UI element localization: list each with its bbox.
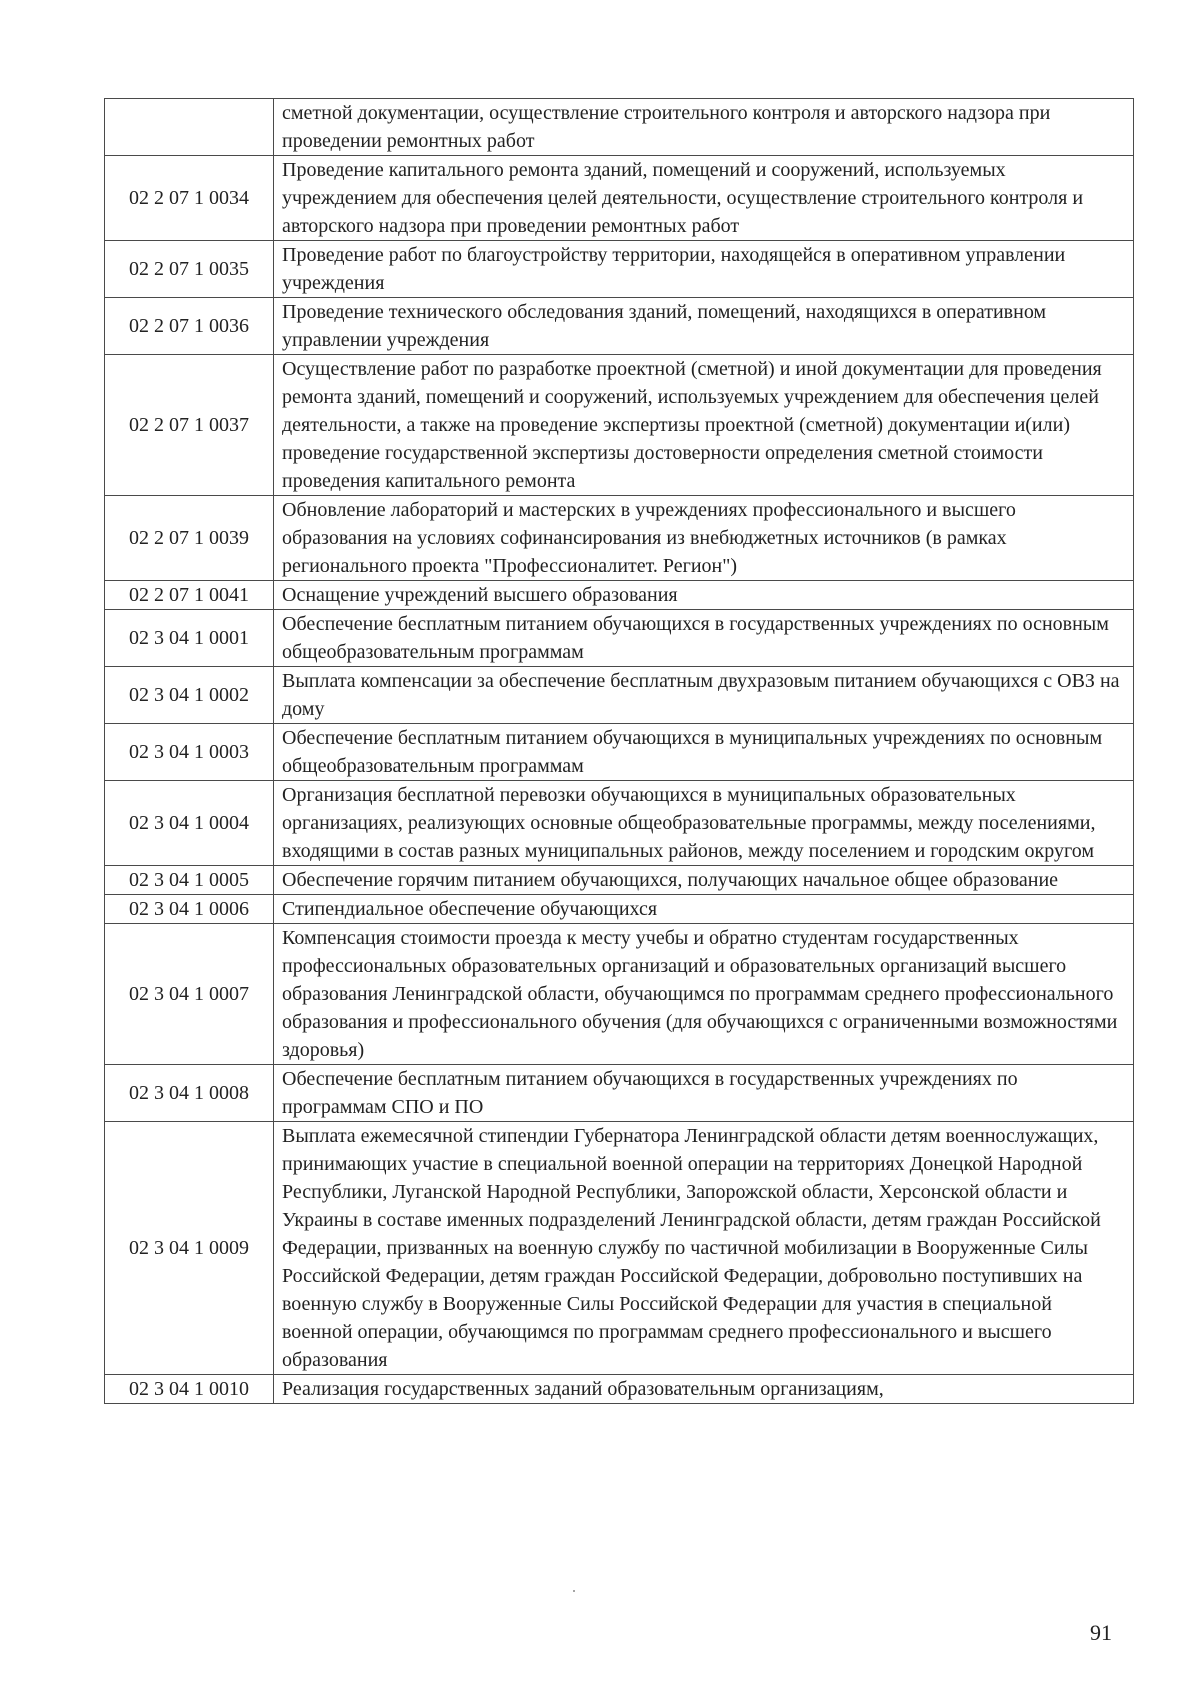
row-description: Обеспечение бесплатным питанием обучающихся в муниципальных учреждениях по основным общеобразовательным программам [274, 724, 1134, 781]
row-description: Организация бесплатной перевозки обучающихся в муниципальных образовательных организациях, реализующих основные общеобразовательные программы, между поселениями, входящими в состав разных муниципальных районов, между поселением и городским округом [274, 781, 1134, 866]
row-description: Выплата ежемесячной стипендии Губернатора Ленинградской области детям военнослужащих, принимающих участие в специальной военной операции на территориях Донецкой Народной Республики, Луганской Народной Республики, Запорожской области, Херсонской области и Украины в составе именных подразделений Ленинградской области, детям граждан Российской Федерации, призванных на военную службу по частичной мобилизации в Вооруженные Силы Российской Федерации, детям граждан Российской Федерации, добровольно поступивших на военную службу в Вооруженные Силы Российской Федерации для участия в специальной военной операции, обучающимся по программам среднего профессионального и высшего образования [274, 1122, 1134, 1375]
row-code: 02 2 07 1 0037 [105, 355, 274, 496]
row-code: 02 2 07 1 0041 [105, 581, 274, 610]
row-code: 02 2 07 1 0036 [105, 298, 274, 355]
row-description: сметной документации, осуществление строительного контроля и авторского надзора при проведении ремонтных работ [274, 99, 1134, 156]
row-description: Реализация государственных заданий образовательным организациям, [274, 1375, 1134, 1404]
row-code: 02 3 04 1 0009 [105, 1122, 274, 1375]
table-row [105, 156, 1134, 241]
row-description: Осуществление работ по разработке проектной (сметной) и иной документации для проведения ремонта зданий, помещений и сооружений, используемых учреждением для обеспечения целей деятельности, а также на проведение экспертизы проектной (сметной) документации и(или) проведение государственной экспертизы достоверности определения сметной стоимости проведения капитального ремонта [274, 355, 1134, 496]
row-description: Оснащение учреждений высшего образования [274, 581, 1134, 610]
budget-code-table [104, 98, 1134, 1404]
row-code: 02 3 04 1 0001 [105, 610, 274, 667]
table-row [105, 298, 1134, 355]
row-description: Проведение технического обследования зданий, помещений, находящихся в оперативном управлении учреждения [274, 298, 1134, 355]
page-number: 91 [1090, 1620, 1112, 1645]
table-row [105, 355, 1134, 496]
table-row [105, 496, 1134, 581]
row-description: Компенсация стоимости проезда к месту учебы и обратно студентам государственных профессиональных образовательных организаций и образовательных организаций высшего образования Ленинградской области, обучающимся по программам среднего профессионального образования и профессионального обучения (для обучающихся с ограниченными возможностями здоровья) [274, 924, 1134, 1065]
table-row [105, 1122, 1134, 1375]
row-code: 02 3 04 1 0005 [105, 866, 274, 895]
row-code: 02 3 04 1 0008 [105, 1065, 274, 1122]
row-code: 02 2 07 1 0035 [105, 241, 274, 298]
row-description: Обеспечение бесплатным питанием обучающихся в государственных учреждениях по программам СПО и ПО [274, 1065, 1134, 1122]
row-code: 02 3 04 1 0007 [105, 924, 274, 1065]
row-description: Проведение капитального ремонта зданий, помещений и сооружений, используемых учреждением для обеспечения целей деятельности, осуществление строительного контроля и авторского надзора при проведении ремонтных работ [274, 156, 1134, 241]
row-code: 02 3 04 1 0006 [105, 895, 274, 924]
table-row [105, 1065, 1134, 1122]
table-row [105, 895, 1134, 924]
row-description: Обновление лабораторий и мастерских в учреждениях профессионального и высшего образования на условиях софинансирования из внебюджетных источников (в рамках регионального проекта "Профессионалитет. Регион") [274, 496, 1134, 581]
table-row [105, 99, 1134, 156]
row-description: Стипендиальное обеспечение обучающихся [274, 895, 1134, 924]
row-code: 02 2 07 1 0034 [105, 156, 274, 241]
table-row [105, 610, 1134, 667]
row-description: Обеспечение бесплатным питанием обучающихся в государственных учреждениях по основным общеобразовательным программам [274, 610, 1134, 667]
row-code [105, 99, 274, 156]
table-row [105, 724, 1134, 781]
row-description: Проведение работ по благоустройству территории, находящейся в оперативном управлении учреждения [274, 241, 1134, 298]
row-code: 02 3 04 1 0003 [105, 724, 274, 781]
row-code: 02 2 07 1 0039 [105, 496, 274, 581]
table-row [105, 866, 1134, 895]
table-row [105, 667, 1134, 724]
scan-speck [573, 1590, 575, 1592]
row-description: Обеспечение горячим питанием обучающихся, получающих начальное общее образование [274, 866, 1134, 895]
table-row [105, 781, 1134, 866]
row-code: 02 3 04 1 0002 [105, 667, 274, 724]
table-row [105, 1375, 1134, 1404]
row-code: 02 3 04 1 0004 [105, 781, 274, 866]
table-row [105, 581, 1134, 610]
table-row [105, 924, 1134, 1065]
row-code: 02 3 04 1 0010 [105, 1375, 274, 1404]
row-description: Выплата компенсации за обеспечение бесплатным двухразовым питанием обучающихся с ОВЗ на дому [274, 667, 1134, 724]
table-row [105, 241, 1134, 298]
